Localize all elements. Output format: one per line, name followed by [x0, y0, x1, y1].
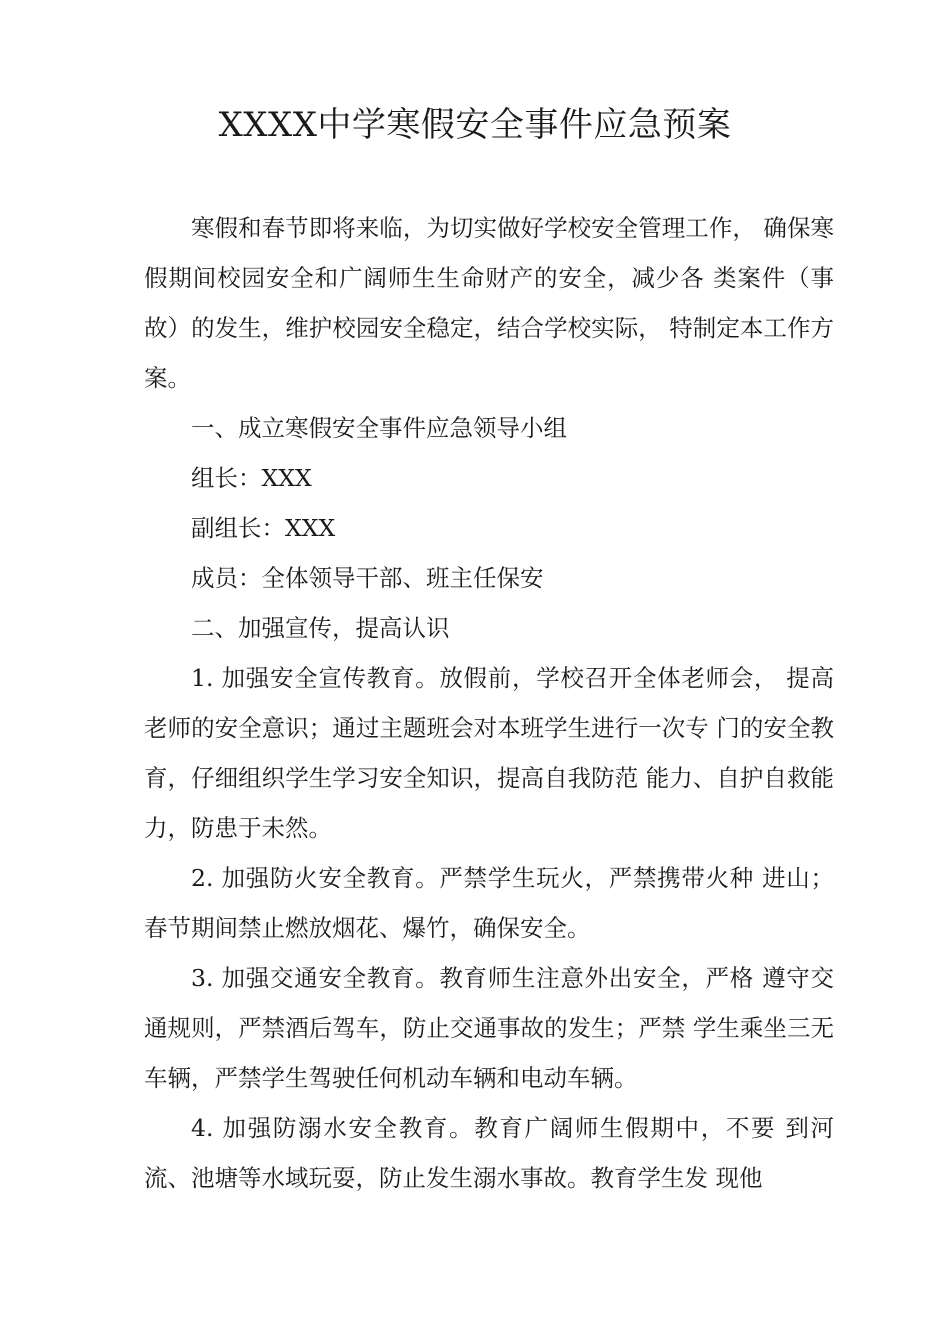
document-title: XXXX中学寒假安全事件应急预案: [218, 105, 732, 145]
section-heading-1: 一、成立寒假安全事件应急领导小组: [191, 414, 567, 442]
item-3-paragraph: 3. 加强交通安全教育。教育师生注意外出安全，严格 遵守交通规则，严禁酒后驾车，防止交通事故的发生；严禁 学生乘坐三无车辆，严禁学生驾驶任何机动车辆和电动车辆。: [144, 964, 834, 1092]
item-2-paragraph: 2. 加强防火安全教育。严禁学生玩火，严禁携带火种 进山；春节期间禁止燃放烟花、爆竹，确保安全。: [144, 864, 834, 942]
intro-paragraph: 寒假和春节即将来临，为切实做好学校安全管理工作， 确保寒假期间校园安全和广阔师生生命财产的安全，减少各 类案件（事故）的发生，维护校园安全稳定，结合学校实际， 特制定本工作方案。: [144, 214, 834, 392]
deputy-leader-line: 副组长：XXX: [191, 514, 336, 542]
section-heading-2: 二、加强宣传，提高认识: [191, 614, 450, 642]
item-4-paragraph: 4. 加强防溺水安全教育。教育广阔师生假期中，不要 到河流、池塘等水域玩耍，防止发生溺水事故。教育学生发 现他: [144, 1114, 834, 1192]
item-1-paragraph: 1. 加强安全宣传教育。放假前，学校召开全体老师会， 提高老师的安全意识；通过主题班会对本班学生进行一次专 门的安全教育，仔细组织学生学习安全知识，提高自我防范 能力、自护自救能力，防患于未然。: [144, 664, 834, 842]
members-line: 成员：全体领导干部、班主任保安: [191, 564, 544, 592]
group-leader-line: 组长：XXX: [191, 464, 312, 492]
document-body: [144, 203, 834, 1203]
